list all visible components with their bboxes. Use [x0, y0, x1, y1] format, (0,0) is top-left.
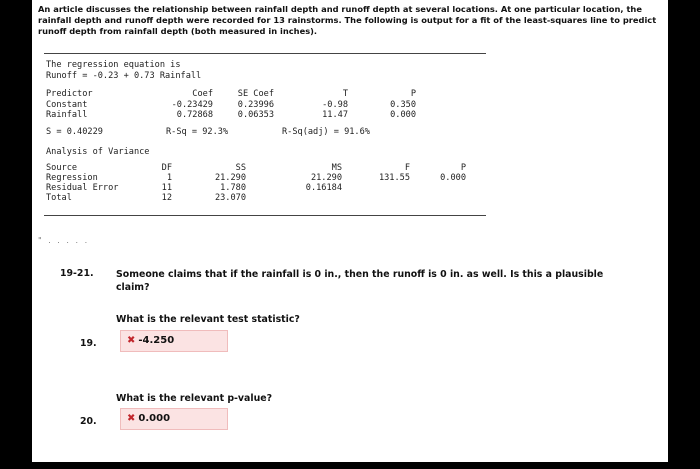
coef-row-rainfall-p: 0.000 — [390, 110, 416, 120]
part-20-number: 20. — [80, 416, 97, 427]
anova-row-total-df: 12 — [161, 193, 172, 203]
anova-row-regression-p: 0.000 — [440, 173, 466, 183]
anova-title: Analysis of Variance — [46, 147, 150, 157]
anova-row-residual-label: Residual Error — [46, 183, 119, 193]
anova-row-residual-ss: 1.780 — [220, 183, 246, 193]
anova-row-regression-df: 1 — [166, 173, 172, 183]
output-top-rule — [44, 53, 486, 54]
part-19-answer-box[interactable] — [120, 330, 228, 352]
coef-row-rainfall-t: 11.47 — [322, 110, 348, 120]
coef-header-secoef: SE Coef — [237, 89, 274, 99]
anova-row-total-label: Total — [46, 193, 72, 203]
coef-row-constant-coef: -0.23429 — [171, 100, 213, 110]
anova-header-ss: SS — [235, 163, 246, 173]
anova-row-regression-f: 131.55 — [378, 173, 410, 183]
coef-row-constant-label: Constant — [46, 100, 88, 110]
anova-row-total-ss: 23.070 — [214, 193, 246, 203]
coef-row-rainfall-label: Rainfall — [46, 110, 88, 120]
anova-header-f: F — [404, 163, 410, 173]
anova-row-regression-label: Regression — [46, 173, 98, 183]
separator-dots: " . . . . . — [38, 236, 90, 245]
part-20-answer-box[interactable] — [120, 408, 228, 430]
anova-header-df: DF — [161, 163, 172, 173]
coef-row-constant-p: 0.350 — [390, 100, 416, 110]
coef-row-rainfall-se: 0.06353 — [237, 110, 274, 120]
coef-row-rainfall-coef: 0.72868 — [176, 110, 213, 120]
question-number: 19-21. — [60, 268, 94, 279]
coef-row-constant-se: 0.23996 — [237, 100, 274, 110]
part-20-answer: 0.000 — [138, 413, 171, 424]
rsq-adj-value: R-Sq(adj) = 91.6% — [282, 127, 370, 137]
equation-title: The regression equation is — [46, 60, 181, 70]
part-20-prompt: What is the relevant p-value? — [116, 393, 273, 404]
output-bottom-rule — [44, 215, 486, 216]
coef-header-p: P — [410, 89, 416, 99]
coef-row-constant-t: -0.98 — [322, 100, 348, 110]
regression-output — [46, 60, 486, 215]
s-value: S = 0.40229 — [46, 127, 103, 137]
anova-row-residual-ms: 0.16184 — [305, 183, 342, 193]
part-19-answer: -4.250 — [138, 335, 175, 346]
incorrect-icon: ✖ — [127, 335, 136, 346]
question-text: Someone claims that if the rainfall is 0 in., then the runoff is 0 in. as well. Is this a plausible claim? — [116, 269, 604, 293]
anova-header-ms: MS — [331, 163, 342, 173]
anova-header-source: Source — [46, 163, 78, 173]
rsq-value: R-Sq = 92.3% — [166, 127, 229, 137]
equation: Runoff = -0.23 + 0.73 Rainfall — [46, 71, 202, 81]
incorrect-icon: ✖ — [127, 413, 136, 424]
coef-header-predictor: Predictor — [46, 89, 93, 99]
anova-row-regression-ss: 21.290 — [214, 173, 246, 183]
intro-text: An article discusses the relationship between rainfall depth and runoff depth at several locations. At one particular location, the rainfall depth and runoff depth were recorded for 13 rainstorms. The following is output for a fit of the least-squares line to predict runoff depth from rainfall depth (both measured in inches). — [38, 4, 657, 36]
part-19-number: 19. — [80, 338, 97, 349]
anova-row-residual-df: 11 — [161, 183, 172, 193]
part-19-prompt: What is the relevant test statistic? — [116, 314, 300, 325]
anova-header-p: P — [460, 163, 466, 173]
anova-row-regression-ms: 21.290 — [310, 173, 342, 183]
coef-header-t: T — [342, 89, 348, 99]
coef-header-coef: Coef — [192, 89, 213, 99]
page — [32, 0, 668, 462]
